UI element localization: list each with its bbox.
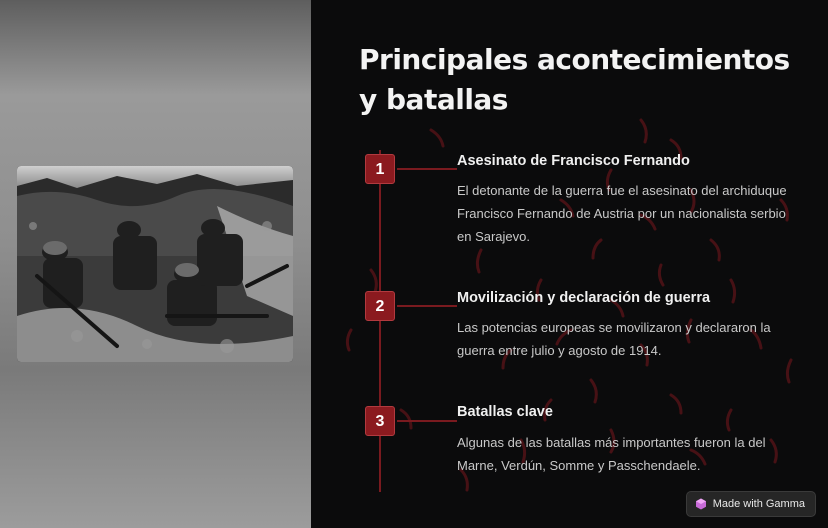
step-connector (397, 168, 457, 170)
step-title: Batallas clave (457, 404, 553, 420)
soldiers-photo-illustration (17, 166, 293, 362)
step-title: Movilización y declaración de guerra (457, 290, 711, 306)
step-connector (397, 420, 457, 422)
image-panel (0, 0, 311, 528)
content-panel (311, 0, 828, 528)
step-description: Las potencias europeas se movilizaron y declararon la guerra entre julio y agosto de 1914. (457, 320, 771, 358)
step-number-badge: 3 (365, 406, 395, 436)
step-title: Asesinato de Francisco Fernando (457, 153, 690, 169)
made-with-gamma-label: Made with Gamma (712, 498, 805, 510)
gamma-logo-icon (695, 498, 707, 510)
step-connector (397, 305, 457, 307)
soldiers-photo (17, 166, 293, 362)
step-number-badge: 2 (365, 291, 395, 321)
page-title: Principales acontecimientos y batallas (359, 43, 790, 116)
step-description: Algunas de las batallas más importantes fueron la del Marne, Verdún, Somme y Passchendaele. (457, 435, 766, 473)
made-with-gamma-button[interactable] (686, 491, 816, 517)
step-description: El detonante de la guerra fue el asesinato del archiduque Francisco Fernando de Austria por un nacionalista serbio en Sarajevo. (457, 183, 787, 244)
step-number-badge: 1 (365, 154, 395, 184)
